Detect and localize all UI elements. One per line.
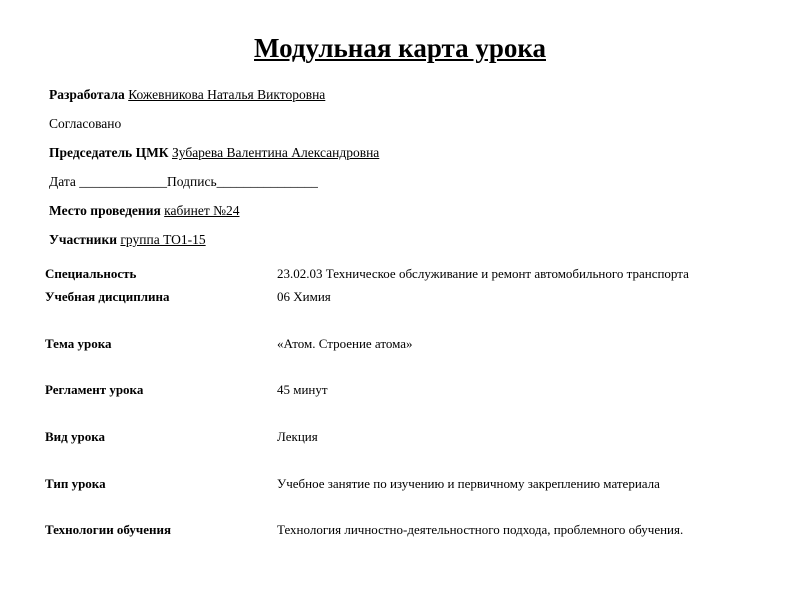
row-value: 06 Химия <box>277 289 331 304</box>
row-value: 45 минут <box>277 382 328 397</box>
table-row-technologies <box>45 519 785 565</box>
row-value: Лекция <box>277 429 318 444</box>
table-row-lesson-kind <box>45 426 785 473</box>
participants-label: Участники <box>49 232 118 247</box>
row-label: Тип урока <box>45 476 106 491</box>
place-line <box>49 201 769 230</box>
row-label: Специальность <box>45 266 137 281</box>
participants-value: группа ТО1-15 <box>120 232 206 247</box>
signature-label: Подпись <box>167 174 217 189</box>
table-row-duration <box>45 379 785 426</box>
developer-line <box>49 85 769 114</box>
developer-label: Разработала <box>49 87 125 102</box>
date-signature-line <box>49 172 769 201</box>
row-label: Тема урока <box>45 336 112 351</box>
approved-line <box>49 114 769 143</box>
row-value: Технология личностно-деятельностного подхода, проблемного обучения. <box>277 522 684 537</box>
row-label: Регламент урока <box>45 382 144 397</box>
table-row-specialty <box>45 263 785 286</box>
approved-label: Согласовано <box>49 116 122 131</box>
chairman-name: Зубарева Валентина Александровна <box>171 145 380 160</box>
developer-name: Кожевникова Наталья Викторовна <box>128 87 326 102</box>
table-row-topic <box>45 333 785 379</box>
chairman-line <box>49 143 769 172</box>
row-value: «Атом. Строение атома» <box>277 336 413 351</box>
date-label: Дата <box>49 174 76 189</box>
date-blank: _____________ <box>79 174 168 189</box>
table-row-lesson-type <box>45 473 785 519</box>
row-value: 23.02.03 Техническое обслуживание и ремонт автомобильного транспорта <box>277 266 689 281</box>
table-row-discipline <box>45 286 785 333</box>
signature-blank: _______________ <box>216 174 318 189</box>
participants-line <box>49 230 769 259</box>
place-label: Место проведения <box>49 203 161 218</box>
lesson-meta <box>49 85 769 259</box>
page-title: Модульная карта урока <box>254 33 546 63</box>
row-label: Вид урока <box>45 429 106 444</box>
chairman-label: Председатель ЦМК <box>49 145 169 160</box>
row-label: Учебная дисциплина <box>45 289 170 304</box>
row-label: Технологии обучения <box>45 522 172 537</box>
lesson-info-table <box>45 263 785 565</box>
place-value: кабинет №24 <box>164 203 240 218</box>
row-value: Учебное занятие по изучению и первичному закреплению материала <box>277 476 660 491</box>
